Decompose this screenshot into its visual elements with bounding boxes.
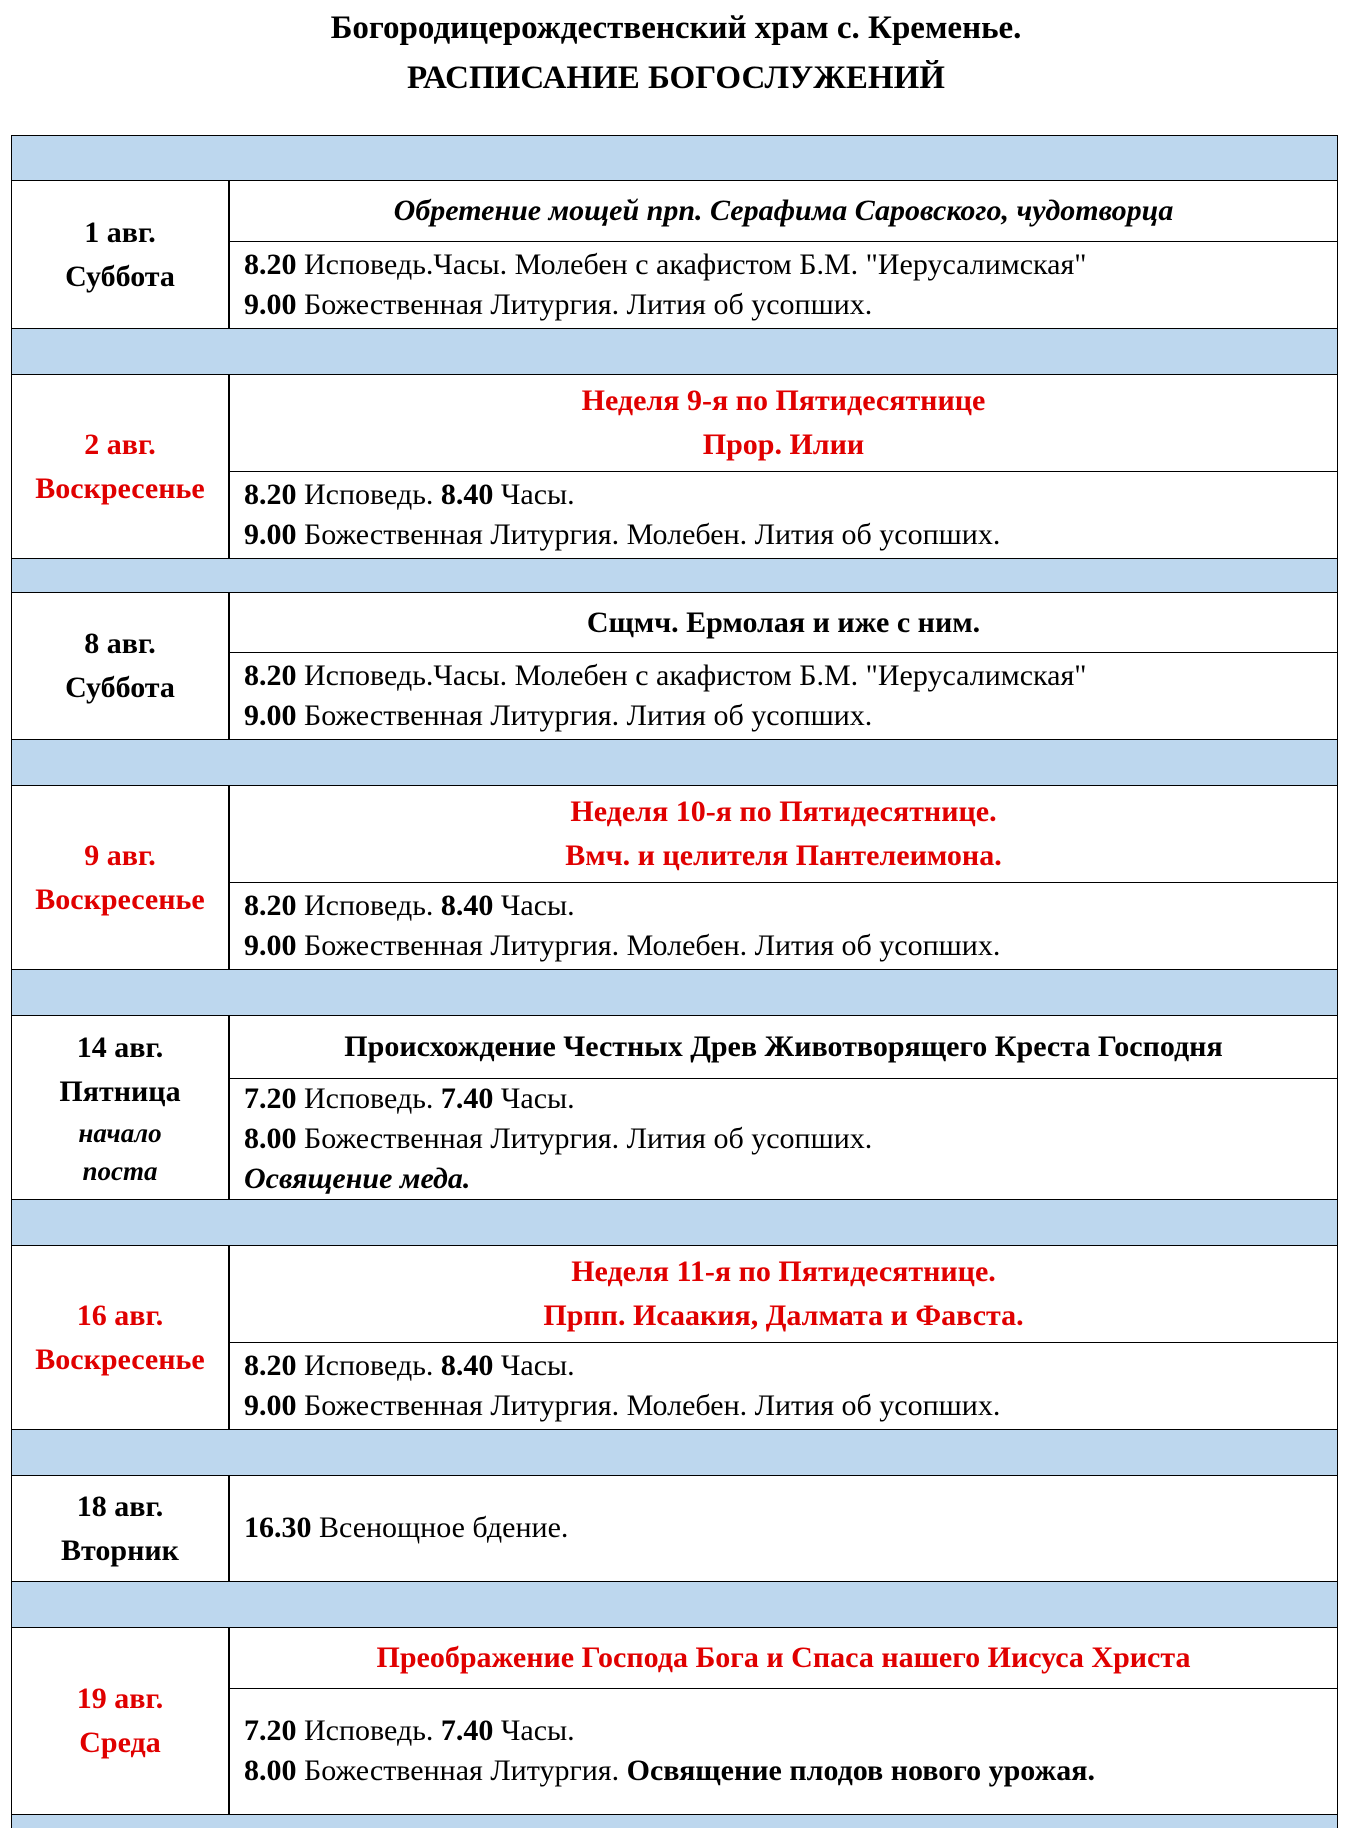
service-line: 7.20 Исповедь. 7.40 Часы. <box>244 1081 575 1115</box>
separator-band <box>11 135 1338 180</box>
weekday: Пятница <box>59 1074 181 1108</box>
service-list <box>230 1475 1337 1581</box>
schedule-row <box>11 1627 1338 1814</box>
weekday: Воскресенье <box>35 1342 205 1376</box>
service-list <box>230 471 1337 558</box>
separator-band <box>11 969 1338 1015</box>
separator-band <box>11 558 1338 592</box>
service-list <box>230 1688 1337 1814</box>
date-cell <box>12 593 230 739</box>
service-line: 8.20 Исповедь. 8.40 Часы. <box>244 888 575 922</box>
date-cell <box>12 1628 230 1814</box>
feast-title: Неделя 9-я по Пятидесятнице Прор. Илии <box>230 375 1337 472</box>
service-line: 9.00 Божественная Литургия. Лития об усопших. <box>244 698 873 732</box>
service-line: 8.20 Исповедь.Часы. Молебен с акафистом Б.М. "Иерусалимская" <box>244 658 1087 692</box>
separator-band <box>11 1199 1338 1245</box>
date: 8 авг. <box>84 627 156 660</box>
weekday: Среда <box>79 1726 161 1759</box>
church-name: Богородицерождественский храм с. Кременье. <box>330 10 1022 46</box>
date-cell <box>12 375 230 558</box>
schedule-row <box>11 785 1338 969</box>
date: 9 авг. <box>84 838 156 872</box>
schedule-row <box>11 180 1338 328</box>
date: 16 авг. <box>76 1298 164 1332</box>
service-line: 9.00 Божественная Литургия. Молебен. Лития об усопших. <box>244 928 1001 962</box>
weekday: Суббота <box>65 259 175 293</box>
fast-note: начало <box>78 1117 162 1148</box>
weekday: Суббота <box>65 671 175 704</box>
service-list <box>230 652 1337 739</box>
weekday: Вторник <box>61 1533 179 1567</box>
service-line: 8.20 Исповедь. 8.40 Часы. <box>244 477 575 511</box>
service-list <box>230 882 1337 969</box>
service-line: Освящение меда. <box>244 1161 471 1195</box>
service-line: 8.00 Божественная Литургия. Освящение плодов нового урожая. <box>244 1754 1096 1787</box>
service-line: 9.00 Божественная Литургия. Молебен. Лития об усопших. <box>244 1388 1001 1422</box>
feast-title: Происхождение Честных Древ Животворящего Креста Господня <box>230 1016 1337 1079</box>
service-line: 7.20 Исповедь. 7.40 Часы. <box>244 1714 575 1747</box>
service-list <box>230 241 1337 328</box>
date: 19 авг. <box>76 1682 164 1715</box>
date-cell <box>12 786 230 969</box>
service-list <box>230 1342 1337 1429</box>
schedule-row <box>11 592 1338 739</box>
feast-title: Неделя 10-я по Пятидесятнице. Вмч. и целителя Пантелеимона. <box>230 786 1337 883</box>
date: 1 авг. <box>84 215 156 249</box>
feast-title: Неделя 11-я по Пятидесятнице. Прпп. Исаакия, Далмата и Фавста. <box>230 1246 1337 1343</box>
feast-title: Обретение мощей прп. Серафима Саровского, чудотворца <box>230 181 1337 242</box>
service-line: 8.00 Божественная Литургия. Лития об усопших. <box>244 1121 873 1155</box>
schedule-row <box>11 1015 1338 1199</box>
separator-band <box>11 1429 1338 1475</box>
service-line: 9.00 Божественная Литургия. Лития об усопших. <box>244 287 873 321</box>
schedule-title: РАСПИСАНИЕ БОГОСЛУЖЕНИЙ <box>407 60 945 96</box>
schedule-row <box>11 1475 1338 1581</box>
service-line: 8.20 Исповедь. 8.40 Часы. <box>244 1348 575 1382</box>
service-line: 9.00 Божественная Литургия. Молебен. Лития об усопших. <box>244 517 1001 551</box>
separator-band <box>11 1581 1338 1627</box>
date-cell <box>12 181 230 328</box>
feast-title: Преображение Господа Бога и Спаса нашего Иисуса Христа <box>230 1628 1337 1689</box>
feast-title: Сщмч. Ермолая и иже с ним. <box>230 593 1337 653</box>
weekday: Воскресенье <box>35 471 205 505</box>
weekday: Воскресенье <box>35 882 205 916</box>
separator-band <box>11 328 1338 374</box>
date: 18 авг. <box>76 1489 164 1523</box>
fast-note: поста <box>82 1155 158 1186</box>
separator-band <box>11 739 1338 785</box>
date: 2 авг. <box>84 427 156 461</box>
schedule-row <box>11 1245 1338 1429</box>
schedule-row <box>11 374 1338 558</box>
date-cell <box>12 1016 230 1199</box>
date-cell <box>12 1246 230 1429</box>
service-list <box>230 1078 1337 1199</box>
service-line: 16.30 Всенощное бдение. <box>244 1511 569 1544</box>
date-cell <box>12 1476 230 1581</box>
separator-band <box>11 1814 1338 1828</box>
date: 14 авг. <box>76 1030 164 1064</box>
service-line: 8.20 Исповедь.Часы. Молебен с акафистом Б.М. "Иерусалимская" <box>244 247 1087 281</box>
